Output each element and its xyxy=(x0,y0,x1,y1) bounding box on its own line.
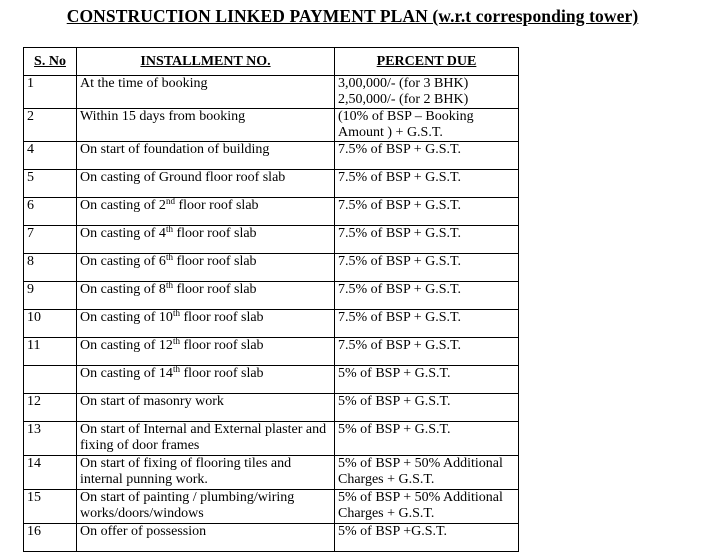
row-percent-due: 5% of BSP + G.S.T. xyxy=(335,422,519,456)
row-installment xyxy=(77,422,335,456)
table-row xyxy=(24,282,519,310)
table-row xyxy=(24,76,519,109)
table-row xyxy=(24,142,519,170)
installment-ordinal-suffix: th xyxy=(172,308,180,319)
table-row xyxy=(24,490,519,524)
row-installment xyxy=(77,282,335,310)
row-percent-due: 5% of BSP + 50% Additional Charges + G.S.T. xyxy=(335,490,519,524)
table-row xyxy=(24,109,519,142)
installment-text-pre: Within 15 days from booking xyxy=(80,109,246,124)
table-header-row xyxy=(24,48,519,76)
installment-text-post: floor roof slab xyxy=(179,366,264,381)
installment-text-pre: On casting of 6 xyxy=(80,254,166,269)
row-sno: 13 xyxy=(24,422,77,456)
installment-text-pre: On casting of 8 xyxy=(80,282,166,297)
installment-text-pre: On casting of 12 xyxy=(80,338,173,353)
row-percent-due: 5% of BSP + G.S.T. xyxy=(335,366,519,394)
row-percent-due: 7.5% of BSP + G.S.T. xyxy=(335,170,519,198)
installment-ordinal-suffix: th xyxy=(172,336,180,347)
installment-text-pre: On offer of possession xyxy=(80,524,207,539)
table-row xyxy=(24,338,519,366)
row-installment xyxy=(77,310,335,338)
row-sno: 14 xyxy=(24,456,77,490)
installment-ordinal-suffix: th xyxy=(172,364,180,375)
row-installment xyxy=(77,198,335,226)
row-sno xyxy=(24,366,77,394)
row-sno: 8 xyxy=(24,254,77,282)
row-installment xyxy=(77,226,335,254)
installment-text-pre: On start of Internal and External plaster and fixing of door frames xyxy=(80,422,327,453)
row-installment xyxy=(77,456,335,490)
installment-text-pre: On start of foundation of building xyxy=(80,142,270,157)
page-title: CONSTRUCTION LINKED PAYMENT PLAN (w.r.t corresponding tower) xyxy=(66,6,639,26)
installment-text-pre: At the time of booking xyxy=(80,76,208,91)
row-sno: 7 xyxy=(24,226,77,254)
header-installment: INSTALLMENT NO. xyxy=(77,48,335,76)
row-percent-due: 7.5% of BSP + G.S.T. xyxy=(335,142,519,170)
installment-text-post: floor roof slab xyxy=(172,226,257,241)
row-percent-due: 7.5% of BSP + G.S.T. xyxy=(335,254,519,282)
table-body xyxy=(24,76,519,552)
table-row xyxy=(24,366,519,394)
row-installment xyxy=(77,254,335,282)
row-sno: 1 xyxy=(24,76,77,109)
table-row xyxy=(24,310,519,338)
row-sno: 4 xyxy=(24,142,77,170)
table-row xyxy=(24,394,519,422)
installment-text-pre: On start of masonry work xyxy=(80,394,224,409)
payment-plan-table xyxy=(23,47,519,552)
row-sno: 10 xyxy=(24,310,77,338)
header-percent-due: PERCENT DUE xyxy=(335,48,519,76)
installment-text-post: floor roof slab xyxy=(172,282,257,297)
row-percent-due: 7.5% of BSP + G.S.T. xyxy=(335,338,519,366)
row-percent-due: 5% of BSP + G.S.T. xyxy=(335,394,519,422)
row-percent-due: 7.5% of BSP + G.S.T. xyxy=(335,226,519,254)
installment-text-post: floor roof slab xyxy=(174,198,259,213)
row-sno: 5 xyxy=(24,170,77,198)
row-installment xyxy=(77,109,335,142)
table-row xyxy=(24,456,519,490)
header-sno: S. No xyxy=(24,48,77,76)
row-installment xyxy=(77,394,335,422)
row-installment xyxy=(77,338,335,366)
installment-text-post: floor roof slab xyxy=(179,310,264,325)
installment-ordinal-suffix: th xyxy=(165,252,173,263)
row-percent-due: 5% of BSP +G.S.T. xyxy=(335,524,519,552)
row-sno: 16 xyxy=(24,524,77,552)
row-installment xyxy=(77,524,335,552)
row-installment xyxy=(77,142,335,170)
installment-ordinal-suffix: th xyxy=(165,224,173,235)
row-installment xyxy=(77,490,335,524)
installment-text-post: floor roof slab xyxy=(172,254,257,269)
installment-ordinal-suffix: th xyxy=(165,280,173,291)
installment-ordinal-suffix: nd xyxy=(165,196,175,207)
row-sno: 15 xyxy=(24,490,77,524)
installment-text-pre: On start of fixing of flooring tiles and internal punning work. xyxy=(80,456,292,487)
installment-text-pre: On start of painting / plumbing/wiring works/doors/windows xyxy=(80,490,295,521)
row-percent-due: 7.5% of BSP + G.S.T. xyxy=(335,310,519,338)
row-percent-due: (10% of BSP – Booking Amount ) + G.S.T. xyxy=(335,109,519,142)
row-sno: 12 xyxy=(24,394,77,422)
row-sno: 9 xyxy=(24,282,77,310)
table-row xyxy=(24,198,519,226)
row-percent-due: 3,00,000/- (for 3 BHK) 2,50,000/- (for 2 BHK) xyxy=(335,76,519,109)
table-row xyxy=(24,422,519,456)
installment-text-pre: On casting of 14 xyxy=(80,366,173,381)
table-row xyxy=(24,254,519,282)
row-percent-due: 7.5% of BSP + G.S.T. xyxy=(335,198,519,226)
row-percent-due: 5% of BSP + 50% Additional Charges + G.S.T. xyxy=(335,456,519,490)
table-row xyxy=(24,524,519,552)
row-installment xyxy=(77,366,335,394)
installment-text-pre: On casting of Ground floor roof slab xyxy=(80,170,286,185)
installment-text-pre: On casting of 10 xyxy=(80,310,173,325)
table-row xyxy=(24,170,519,198)
row-percent-due: 7.5% of BSP + G.S.T. xyxy=(335,282,519,310)
installment-text-pre: On casting of 2 xyxy=(80,198,166,213)
row-sno: 6 xyxy=(24,198,77,226)
installment-text-pre: On casting of 4 xyxy=(80,226,166,241)
installment-text-post: floor roof slab xyxy=(179,338,264,353)
row-sno: 2 xyxy=(24,109,77,142)
row-installment xyxy=(77,76,335,109)
row-installment xyxy=(77,170,335,198)
row-sno: 11 xyxy=(24,338,77,366)
table-row xyxy=(24,226,519,254)
